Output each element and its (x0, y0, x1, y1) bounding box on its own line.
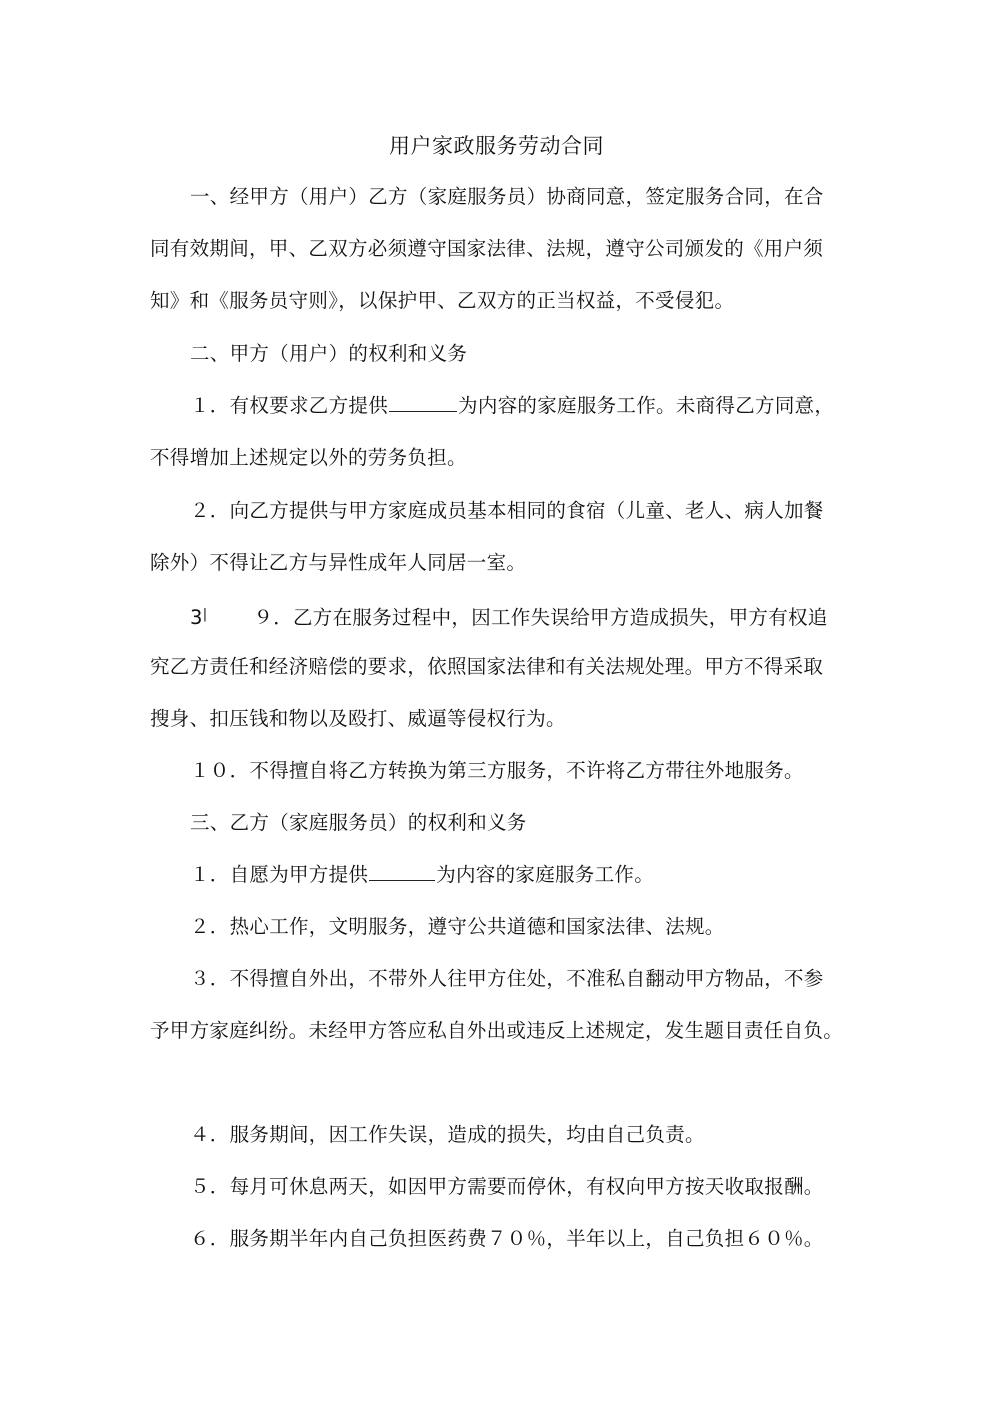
clause3-item6: ６．服务期半年内自己负担医药费７０％，半年以上，自己负担６０％。 (190, 1227, 824, 1250)
clause2-item9-line2: 究乙方责任和经济赔偿的要求，依照国家法律和有关法规处理。甲方不得采取 (150, 655, 824, 678)
clause3-item1 (190, 860, 654, 890)
document-title: 用户家政服务劳动合同 (389, 134, 604, 158)
clause2-heading: 二、甲方（用户）的权利和义务 (190, 342, 468, 365)
clause3-heading: 三、乙方（家庭服务员）的权利和义务 (190, 811, 527, 834)
clause1-line1: 一、经甲方（用户）乙方（家庭服务员）协商同意，签定服务合同，在合 (190, 185, 824, 208)
stray-bar-mark: | (202, 607, 208, 622)
clause2-item9-text: ９．乙方在服务过程中，因工作失误给甲方造成损失，甲方有权追 (253, 606, 828, 629)
clause2-item1-text-b: 为内容的家庭服务工作。未商得乙方同意， (458, 394, 835, 417)
fill-in-blank (389, 395, 457, 412)
clause3-item3-line1: ３．不得擅自外出，不带外人往甲方住处，不准私自翻动甲方物品，不参 (190, 967, 824, 990)
clause1-line2: 同有效期间，甲、乙双方必须遵守国家法律、法规，遵守公司颁发的《用户须 (150, 237, 824, 260)
clause2-item1-text-a: １．有权要求乙方提供 (190, 394, 389, 417)
clause2-item2-line2: 除外）不得让乙方与异性成年人同居一室。 (150, 551, 527, 574)
clause2-item2-line1: ２．向乙方提供与甲方家庭成员基本相同的食宿（儿童、老人、病人加餐 (190, 499, 824, 522)
clause3-item1-text-a: １．自愿为甲方提供 (190, 863, 369, 886)
clause3-item1-text-b: 为内容的家庭服务工作。 (436, 863, 655, 886)
clause2-item10: １０．不得擅自将乙方转换为第三方服务，不许将乙方带往外地服务。 (190, 759, 804, 782)
clause1-line3: 知》和《服务员守则》，以保护甲、乙双方的正当权益，不受侵犯。 (150, 289, 735, 312)
fill-in-blank (369, 864, 435, 881)
clause2-item9-line3: 搜身、扣压钱和物以及殴打、威逼等侵权行为。 (150, 707, 566, 730)
clause2-item3-number: 3 (190, 606, 203, 629)
clause3-item4: ４．服务期间，因工作失误，造成的损失，均由自己负责。 (190, 1123, 705, 1146)
clause3-item5: ５．每月可休息两天，如因甲方需要而停休，有权向甲方按天收取报酬。 (190, 1175, 824, 1198)
clause3-item3-line2: 予甲方家庭纠纷。未经甲方答应私自外出或违反上述规定，发生题目责任自负。 (150, 1019, 844, 1042)
clause3-item2: ２．热心工作，文明服务，遵守公共道德和国家法律、法规。 (190, 915, 725, 938)
clause2-item9-line1 (190, 600, 828, 633)
clause2-item1-line2: 不得增加上述规定以外的劳务负担。 (150, 446, 467, 469)
clause2-item1-line1 (190, 391, 834, 421)
